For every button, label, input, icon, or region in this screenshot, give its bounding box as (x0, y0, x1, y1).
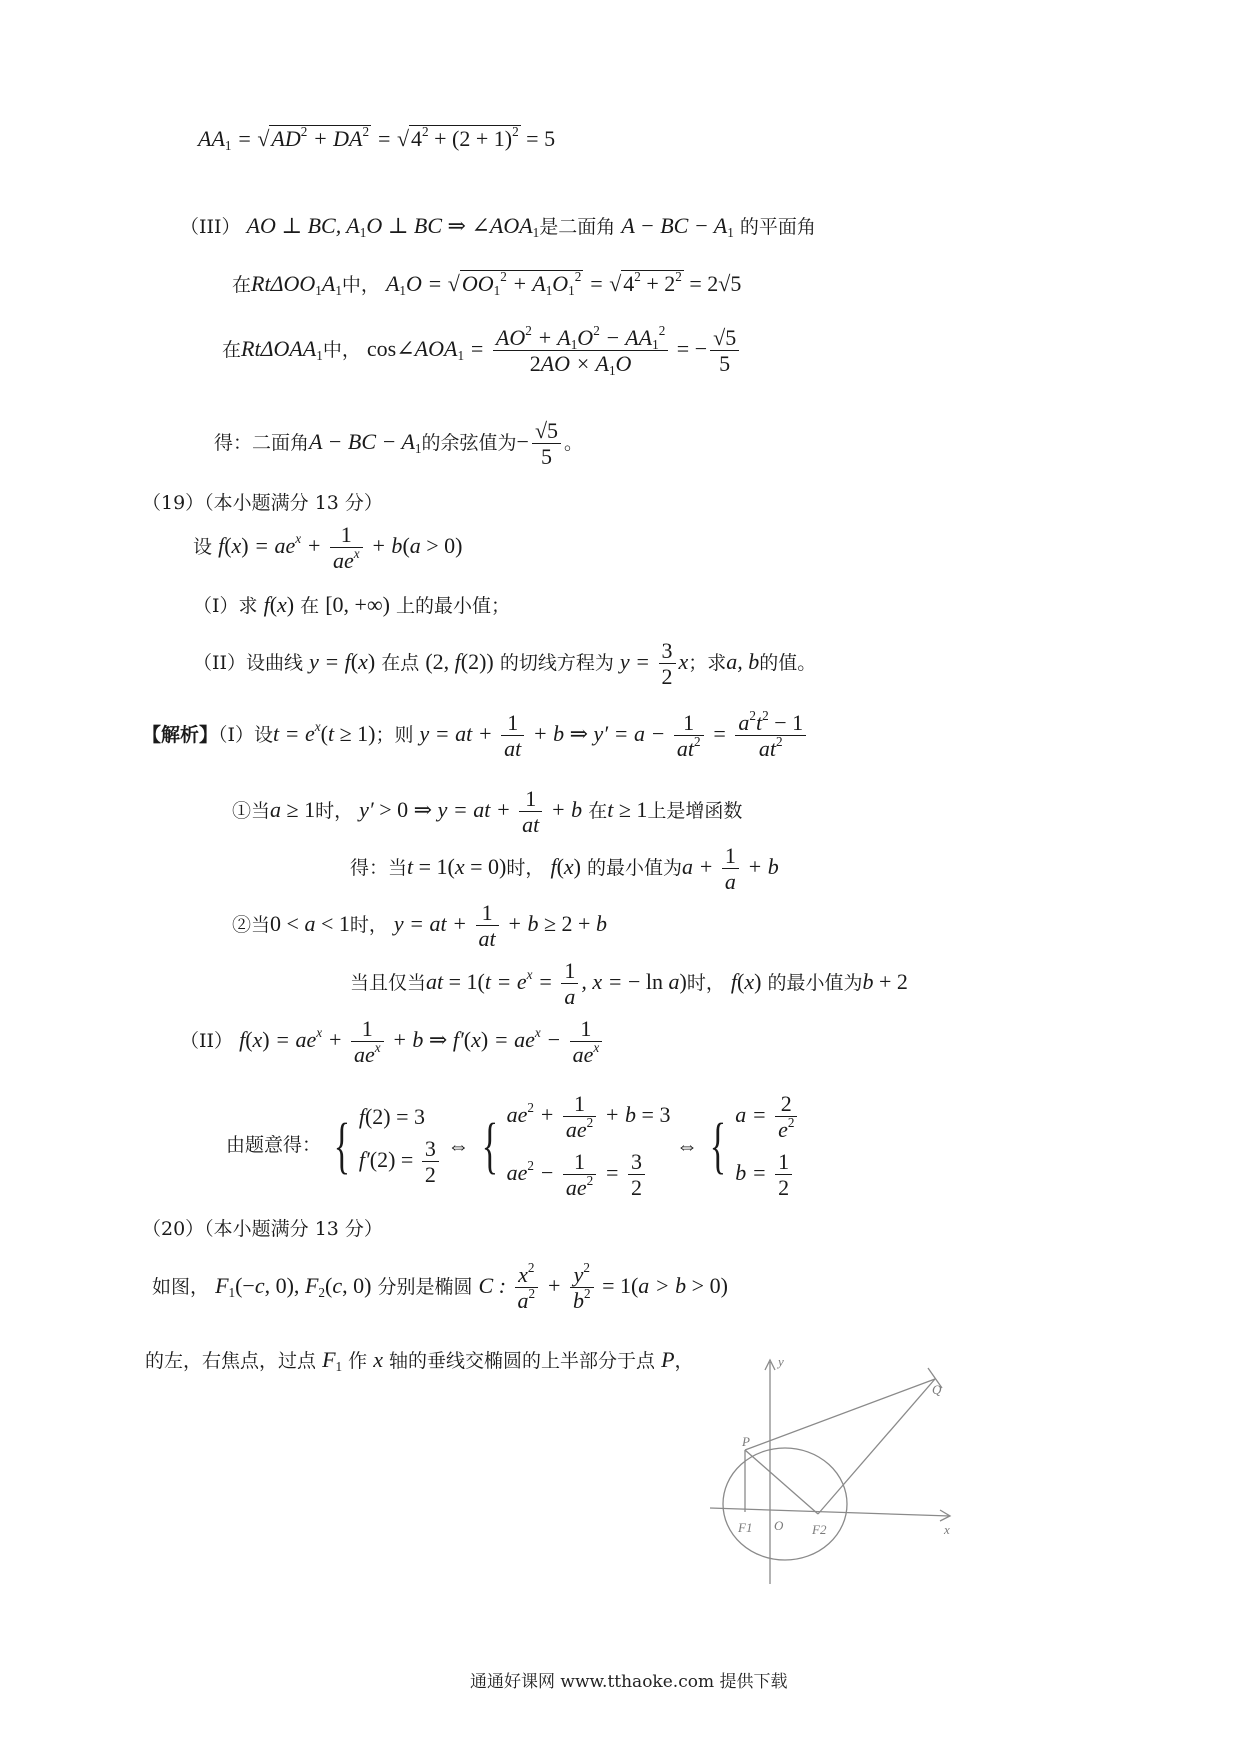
sol-case2: ②当0 < a < 1时， y = at + $\frac{1}{at}$ + b ≥ 2 + b (232, 900, 607, 952)
sol-part2: （II） $f(x) = ae^x$ + $\frac{1}{ae^x}$ + b ⇒ $f'(x) = ae^x$ − $\frac{1}{ae^x}$ (180, 1016, 605, 1068)
label-x: x (944, 1522, 950, 1537)
rt-oaa1-line: 在RtΔOAA$_1$中， $\cos\angle AOA_1$ = $\frac{AO^2 + A_1O^2 - AA_1^2}{2AO \times A_1O}$ = − $\frac{√5}{5}$ (222, 325, 742, 377)
label-q: Q (932, 1382, 942, 1397)
q20-line1: 如图， $F_1(-c$, 0), $F_2(c$, 0) 分别是椭圆 C : $\frac{x^2}{a^2}$ + $\frac{y^2}{b^2}$ = 1(a > b > 0) (152, 1260, 728, 1314)
q20-line2: 的左，右焦点，过点 $F_1$ 作 x 轴的垂线交椭圆的上半部分于点 P， (145, 1347, 694, 1374)
sol-case1-result: 得：当t = 1(x = 0)时， f(x) 的最小值为a + $\frac{1}{a}$ + b (350, 843, 779, 895)
ellipse-figure (710, 1354, 1000, 1584)
label-y: y (778, 1354, 784, 1369)
q19-header: （19）（本小题满分 13 分） (142, 492, 383, 514)
plane-angle-text: 的平面角 (739, 216, 816, 238)
dihedral-text: 是二面角 (539, 216, 616, 238)
label-f2: F2 (812, 1522, 827, 1537)
label-p: P (742, 1434, 750, 1449)
q19-function: 设 $f(x) = ae^x$ + $\frac{1}{ae^x}$ + b(a > 0) (193, 522, 463, 574)
q20-header: （20）（本小题满分 13 分） (142, 1218, 383, 1240)
sol-line1: 【解析】（I）设$t = e^x(t \ge 1)$；则 y = at + $\frac{1}{at}$ + b ⇒ y′ = a − $\frac{1}{at^2}$ = $\frac{a^2t^2 - 1}{at^2}$ (142, 710, 809, 762)
sol-system: 由题意得： { f(2) = 3 f′(2) = $\frac{3}{2}$ ⇔ { $ae^2$ + $\frac{1}{ae^2}$ + b = 3 $ae^2$ − $\frac{1}{ae^2}$ = $\frac{3}{2}$ ⇔ { a = $\frac{2}{e^2}$ b = $\frac{1}{2}$ (226, 1085, 800, 1206)
q19-part1: （I）求 f(x) 在 [0, +∞) 上的最小值； (193, 592, 511, 617)
f2q-line (818, 1379, 935, 1514)
pf2-line (745, 1450, 818, 1514)
ellipse (723, 1448, 847, 1560)
solution-label: 【解析】 (142, 723, 219, 746)
part3-label: （III） (180, 216, 241, 238)
label-f1: F1 (738, 1520, 753, 1535)
dihedral-conclusion: 得：二面角A − BC − $A_1$的余弦值为− $\frac{√5}{5}$ 。 (214, 418, 584, 470)
eq-aa1: $AA_1 = √AD^2 + DA^2 = √4^2 + (2 + 1)^2 = 5$ (198, 124, 556, 153)
x-axis (710, 1508, 950, 1516)
label-o: O (774, 1518, 784, 1533)
page-footer: 通通好课网 www.tthaoke.com 提供下载 (470, 1672, 788, 1692)
sol-case1: ①当a ≥ 1时， y′ > 0 ⇒ y = at + $\frac{1}{at}$ + b 在t ≥ 1上是增函数 (232, 786, 743, 838)
sol-case2-result: 当且仅当at = $1(t = e^x$ = $\frac{1}{a}$ , x = − ln a)时， f(x) 的最小值为b + 2 (350, 958, 908, 1010)
part3-line: （III） AO ⊥ BC, $A_1O$ ⊥ BC ⇒ $\angle AOA_1$是二面角 A − BC − $A_1$ 的平面角 (180, 213, 816, 240)
rt-oo1a1-line: 在$Rt\Delta OO_1A_1$中， $A_1O = √OO_1^2 + A_1O_1^2 = √4^2 + 2^2 = 2√5$ (232, 269, 742, 298)
q19-part2: （II）设曲线 y = f(x) 在点 (2, f(2)) 的切线方程为 y = $\frac{3}{2}$ x；求a, b的值。 (193, 638, 817, 690)
pq-line (745, 1379, 935, 1450)
